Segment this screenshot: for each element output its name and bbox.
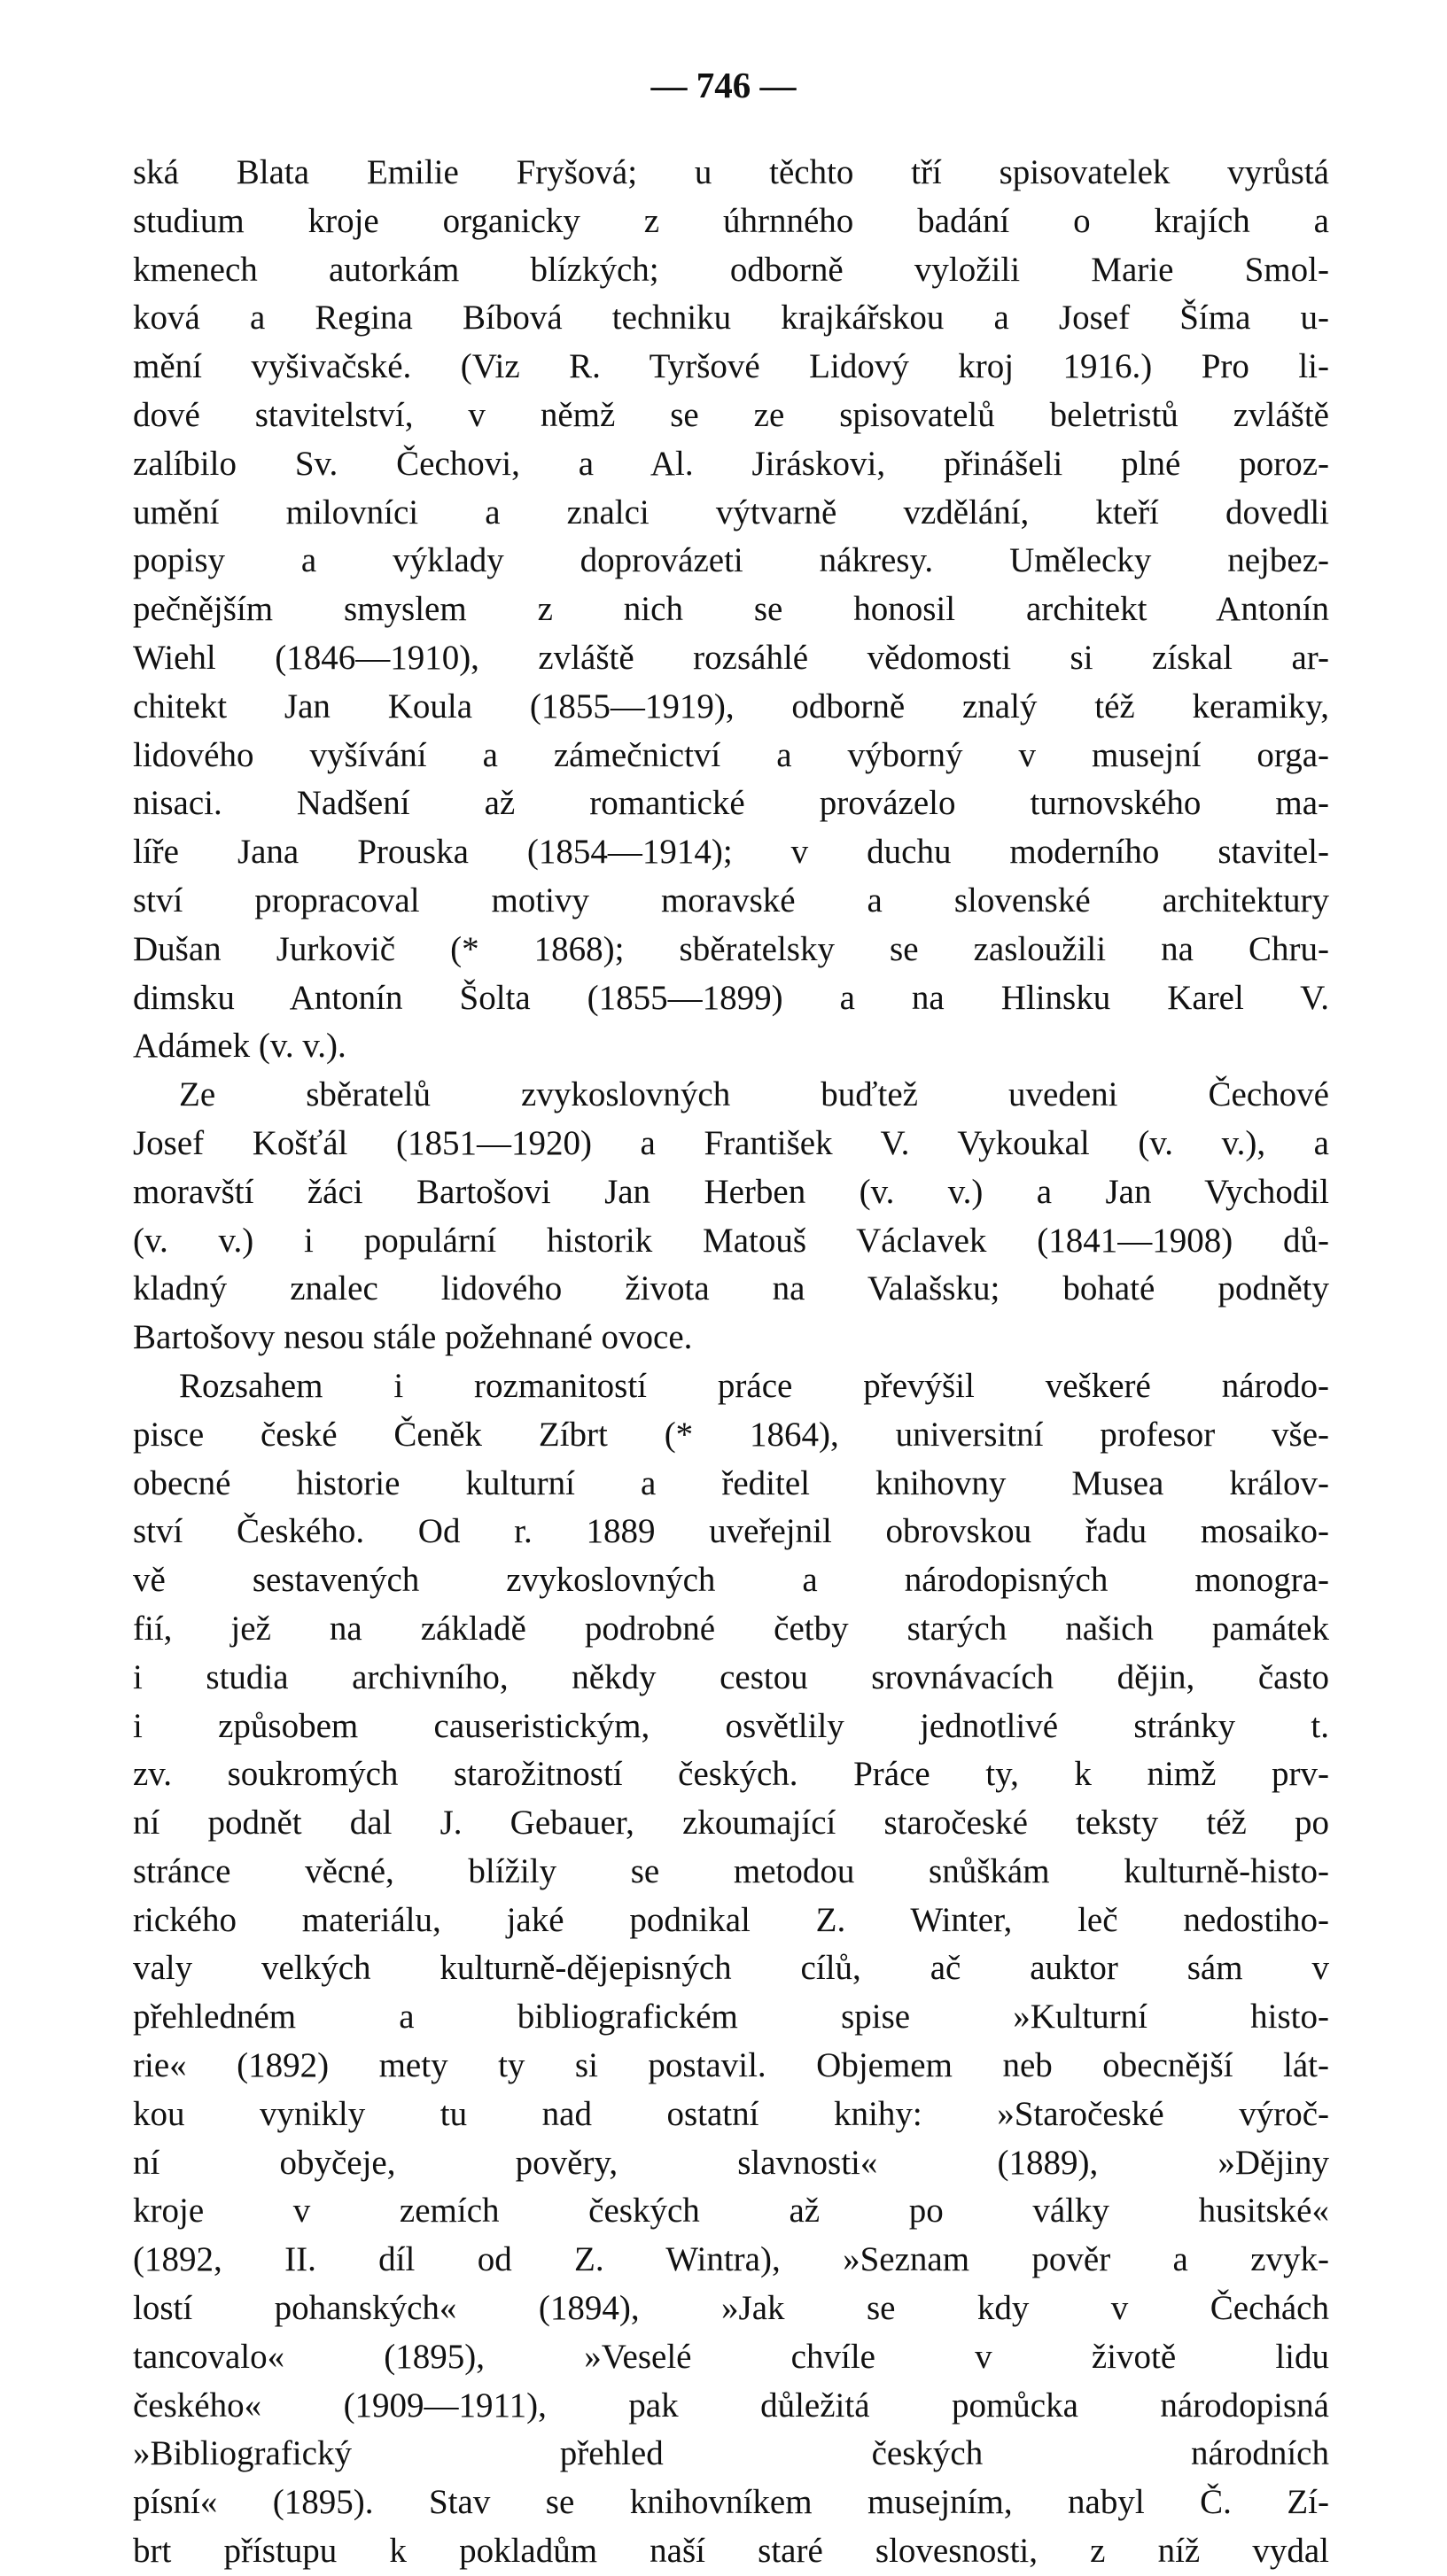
text-line: obecné historie kulturní a ředitel knihovny Musea králov-	[133, 1463, 1329, 1502]
text-line: Rozsahem i rozmanitostí práce převýšil veškeré národo-	[179, 1366, 1329, 1405]
text-line: chitekt Jan Koula (1855—1919), odborně znalý též keramiky,	[133, 687, 1329, 725]
text-line: nisaci. Nadšení až romantické provázelo turnovského ma-	[133, 784, 1329, 823]
text-line: stránce věcné, blížily se metodou snůškám kulturně-histo-	[133, 1851, 1329, 1890]
text-line: studium kroje organicky z úhrnného badání o krajích a	[133, 201, 1329, 240]
text-line: dimsku Antonín Šolta (1855—1899) a na Hlinsku Karel V.	[133, 978, 1329, 1017]
text-line: přehledném a bibliografickém spise »Kulturní histo-	[133, 1998, 1329, 2037]
text-line: mění vyšivačské. (Viz R. Tyršové Lidový kroj 1916.) Pro li-	[133, 347, 1329, 386]
text-line: Dušan Jurkovič (* 1868); sběratelsky se zasloužili na Chru-	[133, 929, 1329, 968]
text-line: dové stavitelství, v němž se ze spisovatelů beletristů zvláště	[133, 395, 1329, 434]
text-line: líře Jana Prouska (1854—1914); v duchu moderního stavitel-	[133, 833, 1329, 872]
text-line: vě sestavených zvykoslovných a národopisných monogra-	[133, 1561, 1329, 1600]
text-line: kou vynikly tu nad ostatní knihy: »Staročeské výroč-	[133, 2094, 1329, 2133]
text-line: kmenech autorkám blízkých; odborně vyložili Marie Smol-	[133, 250, 1329, 289]
text-line: i způsobem causeristickým, osvětlily jednotlivé stránky t.	[133, 1706, 1329, 1745]
body-text	[133, 149, 1329, 2576]
text-line: Wiehl (1846—1910), zvláště rozsáhlé vědomosti si získal ar-	[133, 638, 1329, 677]
text-line: umění milovníci a znalci výtvarně vzdělání, kteří dovedli	[133, 493, 1329, 531]
text-line: písní« (1895). Stav se knihovníkem musejním, nabyl Č. Zí-	[133, 2483, 1329, 2522]
text-line: lidového vyšívání a zámečnictví a výborný v musejní orga-	[133, 735, 1329, 774]
text-line: fií, jež na základě podrobné četby starých našich památek	[133, 1609, 1329, 1648]
page-number: — 746 —	[650, 65, 797, 105]
text-line: tancovalo« (1895), »Veselé chvíle v životě lidu	[133, 2337, 1329, 2376]
text-line: Bartošovy nesou stále požehnané ovoce.	[133, 1318, 693, 1357]
text-line: Josef Košťál (1851—1920) a František V. Vykoukal (v. v.), a	[133, 1123, 1329, 1162]
text-line: lostí pohanských« (1894), »Jak se kdy v Čechách	[133, 2289, 1329, 2328]
text-line: kladný znalec lidového života na Valašsku; bohaté podněty	[133, 1269, 1329, 1308]
text-line: ská Blata Emilie Fryšová; u těchto tří spisovatelek vyrůstá	[133, 153, 1329, 191]
text-line: (1892, II. díl od Z. Wintra), »Seznam pověr a zvyk-	[133, 2240, 1329, 2279]
text-line: rického materiálu, jaké podnikal Z. Winter, leč nedostiho-	[133, 1900, 1329, 1939]
text-line: zv. soukromých starožitností českých. Práce ty, k nimž prv-	[133, 1755, 1329, 1794]
text-line: ková a Regina Bíbová techniku krajkářskou a Josef Šíma u-	[133, 299, 1329, 338]
text-line: brt přístupu k pokladům naší staré slovesnosti, z níž vydal	[133, 2532, 1329, 2571]
text-line: popisy a výklady doprovázeti nákresy. Umělecky nejbez-	[133, 541, 1329, 580]
text-line: Adámek (v. v.).	[133, 1027, 346, 1066]
text-line: českého« (1909—1911), pak důležitá pomůcka národopisná	[133, 2386, 1329, 2425]
text-line: valy velkých kulturně-dějepisných cílů, ač auktor sám v	[133, 1949, 1329, 1988]
text-line: ství Českého. Od r. 1889 uveřejnil obrovskou řadu mosaiko-	[133, 1512, 1329, 1551]
text-line: ní obyčeje, pověry, slavnosti« (1889), »Dějiny	[133, 2143, 1329, 2182]
text-line: i studia archivního, někdy cestou srovnávacích dějin, často	[133, 1657, 1329, 1696]
text-line: ní podnět dal J. Gebauer, zkoumající staročeské teksty též po	[133, 1804, 1329, 1843]
text-line: ství propracoval motivy moravské a slovenské architektury	[133, 881, 1329, 919]
text-line: rie« (1892) mety ty si postavil. Objemem neb obecnější lát-	[133, 2046, 1329, 2085]
text-line: kroje v zemích českých až po války husitské«	[133, 2192, 1329, 2231]
text-line: pisce české Čeněk Zíbrt (* 1864), universitní profesor vše-	[133, 1415, 1329, 1454]
text-line: Ze sběratelů zvykoslovných buďtež uvedeni Čechové	[179, 1075, 1329, 1114]
text-line: moravští žáci Bartošovi Jan Herben (v. v.) a Jan Vychodil	[133, 1172, 1329, 1211]
text-line: (v. v.) i populární historik Matouš Václavek (1841—1908) dů-	[133, 1221, 1329, 1260]
text-line: pečnějším smyslem z nich se honosil architekt Antonín	[133, 590, 1329, 629]
text-line: »Bibliografický přehled českých národních	[133, 2434, 1329, 2473]
text-line: zalíbilo Sv. Čechovi, a Al. Jiráskovi, přinášeli plné poroz-	[133, 444, 1329, 483]
